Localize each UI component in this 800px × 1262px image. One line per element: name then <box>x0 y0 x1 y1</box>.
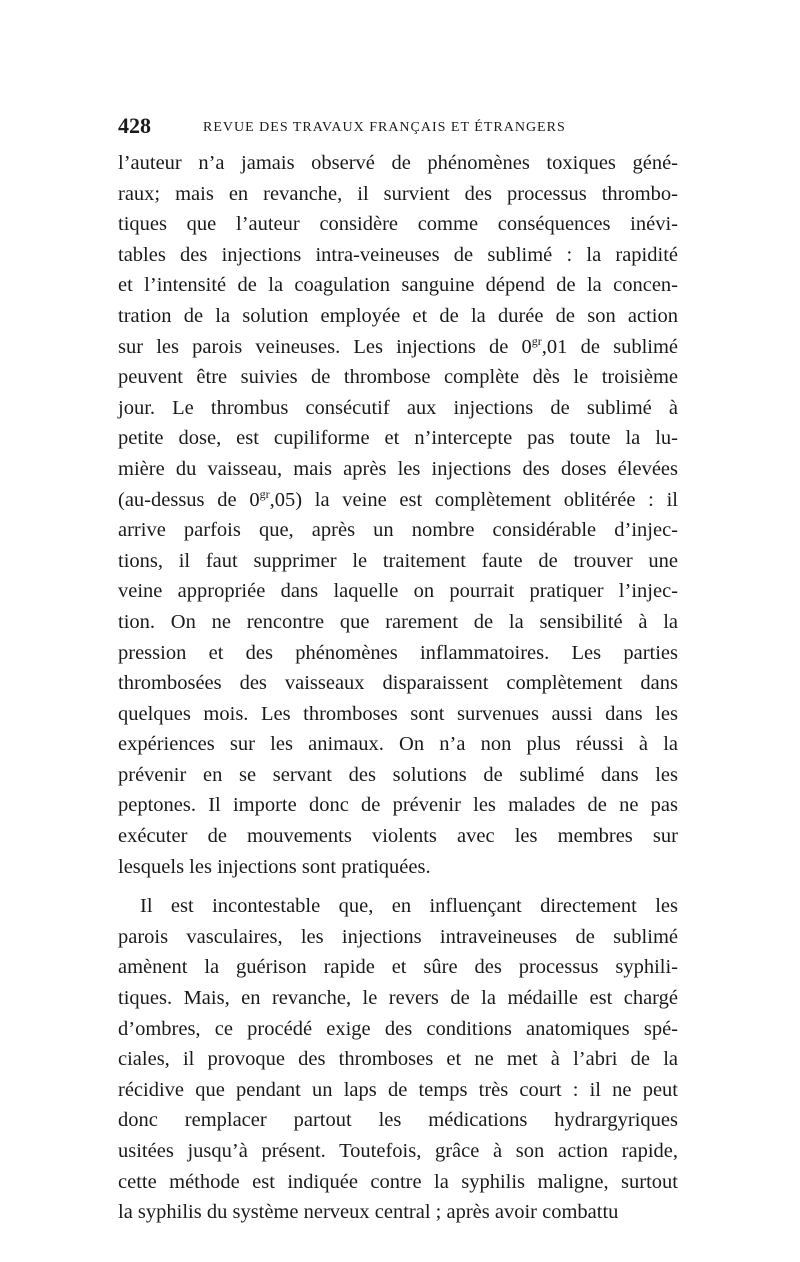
text-line: expériences sur les animaux. On n’a non plus réussi à la <box>118 733 678 756</box>
text-line: veine appropriée dans laquelle on pourrait pratiquer l’injec- <box>118 580 678 603</box>
text-line: quelques mois. Les thromboses sont survenues aussi dans les <box>118 702 678 725</box>
text-line: jour. Le thrombus consécutif aux injections de sublimé à <box>118 396 678 419</box>
text-line: exécuter de mouvements violents avec les membres sur <box>118 825 678 848</box>
text-line: thrombosées des vaisseaux disparaissent complètement dans <box>118 672 678 695</box>
text-line: mière du vaisseau, mais après les injections des doses élevées <box>118 457 678 480</box>
text-line: sur les parois veineuses. Les injections de $0^{gr},01$ de sublimé <box>118 333 679 358</box>
text-line: petite dose, est cupiliforme et n’intercepte pas toute la lu- <box>118 427 678 450</box>
text-line: tion. On ne rencontre que rarement de la sensibilité à la <box>118 610 678 633</box>
text-line: tiques. Mais, en revanche, le revers de la médaille est chargé <box>118 987 678 1010</box>
text-line: amènent la guérison rapide et sûre des processus syphili- <box>118 956 678 979</box>
text-line: la syphilis du système nerveux central ; après avoir combattu <box>118 1201 619 1224</box>
text-line: usitées jusqu’à présent. Toutefois, grâce à son action rapide, <box>118 1140 678 1162</box>
paragraph-2 <box>118 891 678 1228</box>
page-header <box>118 114 678 138</box>
page-number: 428 <box>118 113 151 138</box>
text-line: pression et des phénomènes inflammatoires. Les parties <box>118 641 678 664</box>
text-line: l’auteur n’a jamais observé de phénomènes toxiques géné- <box>118 152 678 174</box>
text-line: donc remplacer partout les médications hydrargyriques <box>118 1109 678 1132</box>
text-line: ciales, il provoque des thromboses et ne met à l’abri de la <box>118 1048 678 1071</box>
text-line: tiques que l’auteur considère comme conséquences inévi- <box>118 213 678 236</box>
text-line: raux; mais en revanche, il survient des processus thrombo- <box>118 182 678 205</box>
text-line: parois vasculaires, les injections intraveineuses de sublimé <box>118 925 678 948</box>
text-line: prévenir en se servant des solutions de sublimé dans les <box>118 763 678 786</box>
text-line: (au-dessus de $0^{gr},05$) la veine est complètement oblitérée : il <box>118 486 678 511</box>
text-line: tables des injections intra-veineuses de sublimé : la rapidité <box>118 243 678 266</box>
paragraph-1 <box>118 148 678 882</box>
text-line: lesquels les injections sont pratiquées. <box>118 855 431 878</box>
text-line: et l’intensité de la coagulation sanguine dépend de la concen- <box>118 274 678 297</box>
body-text <box>118 148 678 1228</box>
text-line: arrive parfois que, après un nombre considérable d’injec- <box>118 519 678 542</box>
text-line: Il est incontestable que, en influençant directement les <box>140 895 678 918</box>
text-line: tions, il faut supprimer le traitement faute de trouver une <box>118 549 678 572</box>
running-head: REVUE DES TRAVAUX FRANÇAIS ET ÉTRANGERS <box>203 120 566 135</box>
text-line: récidive que pendant un laps de temps très court : il ne peut <box>118 1078 678 1101</box>
text-line: peuvent être suivies de thrombose complète dès le troisième <box>118 366 678 389</box>
text-line: peptones. Il importe donc de prévenir les malades de ne pas <box>118 794 678 817</box>
text-line: tration de la solution employée et de la durée de son action <box>118 304 678 327</box>
text-line: d’ombres, ce procédé exige des conditions anatomiques spé- <box>118 1017 678 1040</box>
text-line: cette méthode est indiquée contre la syphilis maligne, surtout <box>118 1170 678 1193</box>
